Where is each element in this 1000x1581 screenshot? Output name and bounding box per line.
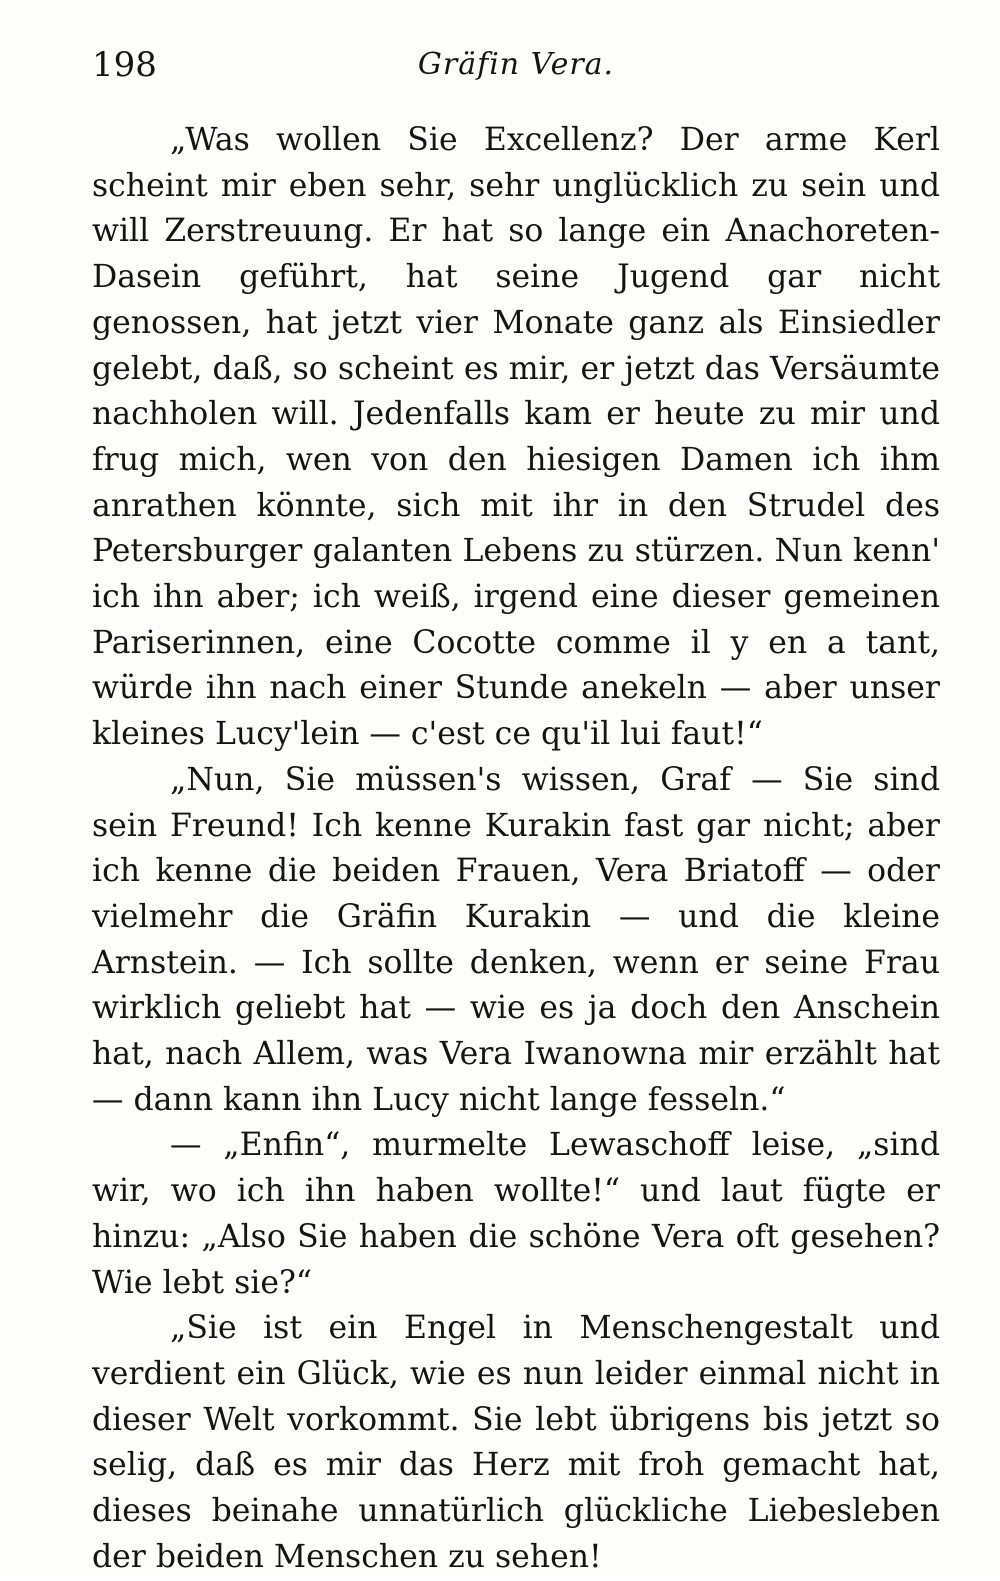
body-text xyxy=(92,118,940,1581)
page-number: 198 xyxy=(92,45,157,85)
paragraph: „Nun, Sie müssen's wissen, Graf — Sie sind sein Freund! Ich kenne Kurakin fast gar nicht; aber ich kenne die beiden Frauen, Vera Briatoff — oder vielmehr die Gräfin Kurakin — und die kleine Arnstein. — Ich sollte denken, wenn er seine Frau wirklich geliebt hat — wie es ja doch den Anschein hat, nach Allem, was Vera Iwanowna mir erzählt hat — dann kann ihn Lucy nicht lange fesseln.“ xyxy=(92,761,940,1118)
running-title: Gräfin Vera. xyxy=(417,47,615,82)
page-header xyxy=(92,40,940,90)
paragraph: „Was wollen Sie Excellenz? Der arme Kerl scheint mir eben sehr, sehr unglücklich zu sein und will Zerstreuung. Er hat so lange ein Anachoreten-Dasein geführt, hat seine Jugend gar nicht genossen, hat jetzt vier Monate ganz als Einsiedler gelebt, daß, so scheint es mir, er jetzt das Versäumte nachholen will. Jedenfalls kam er heute zu mir und frug mich, wen von den hiesigen Damen ich ihm anrathen könnte, sich mit ihr in den Strudel des Petersburger galanten Lebens zu stürzen. Nun kenn' ich ihn aber; ich weiß, irgend eine dieser gemeinen Pariserinnen, eine Cocotte comme il y en a tant, würde ihn nach einer Stunde anekeln — aber unser kleines Lucy'lein — c'est ce qu'il lui faut!“ xyxy=(92,122,940,753)
paragraph: „Sie ist ein Engel in Menschengestalt und verdient ein Glück, wie es nun leider einmal nicht in dieser Welt vorkommt. Sie lebt übrigens bis jetzt so selig, daß es mir das Herz mit froh gemacht hat, dieses beinahe unnatürlich glückliche Liebesleben der beiden Menschen zu sehen! xyxy=(92,1310,940,1575)
paragraph: — „Enfin“, murmelte Lewaschoff leise, „sind wir, wo ich ihn haben wollte!“ und laut fügte er hinzu: „Also Sie haben die schöne Vera oft gesehen? Wie lebt sie?“ xyxy=(92,1127,940,1301)
